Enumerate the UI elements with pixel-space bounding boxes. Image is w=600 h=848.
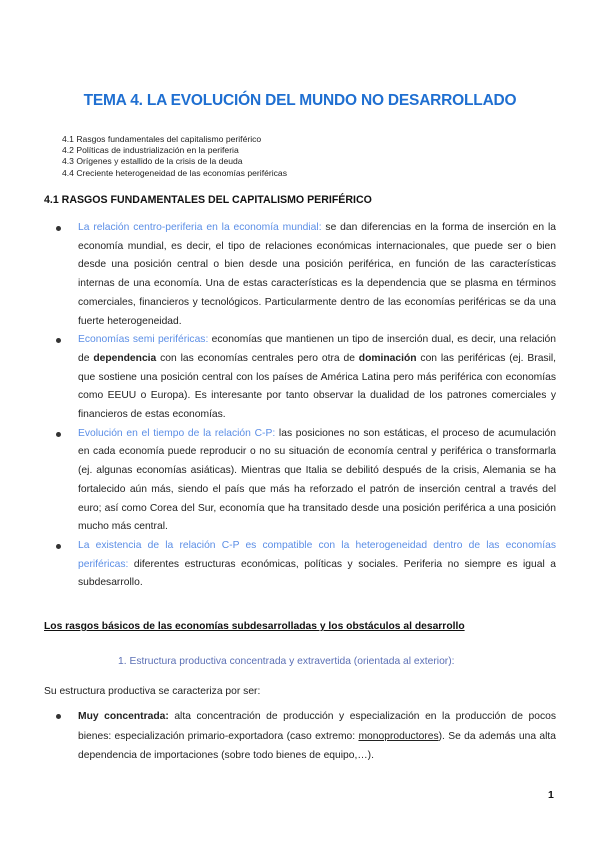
- list-item: [62, 425, 556, 537]
- page-title: TEMA 4. LA EVOLUCIÓN DEL MUNDO NO DESARROLLADO: [83, 92, 517, 109]
- bullet-lead: Economías semi periféricas:: [78, 334, 209, 346]
- toc-item: 4.4 Creciente heterogeneidad de las economías periféricas: [62, 167, 288, 178]
- toc-item: 4.1 Rasgos fundamentales del capitalismo periférico: [62, 134, 262, 144]
- paragraph: Su estructura productiva se caracteriza por ser:: [44, 686, 261, 697]
- subsection-heading: Los rasgos básicos de las economías subdesarrolladas y los obstáculos al desarrollo: [44, 621, 465, 632]
- bullet-list: [62, 707, 556, 766]
- bullet-lead: La relación centro-periferia en la economía mundial:: [78, 222, 322, 233]
- bullet-text: con las economías centrales pero otra de: [156, 352, 359, 364]
- list-item: [62, 219, 556, 331]
- bullet-lead: Muy concentrada:: [78, 711, 169, 722]
- section-heading: 4.1 RASGOS FUNDAMENTALES DEL CAPITALISMO PERIFÉRICO: [44, 194, 372, 206]
- bullet-lead: Evolución en el tiempo de la relación C-P:: [78, 427, 276, 439]
- list-item: [62, 331, 556, 425]
- bullet-list: [62, 219, 556, 593]
- numbered-item: 1. Estructura productiva concentrada y extravertida (orientada al exterior):: [118, 656, 455, 667]
- underlined-term: monoproductores: [358, 730, 439, 742]
- page-number: 1: [548, 789, 554, 801]
- bullet-text: diferentes estructuras económicas, políticas y sociales. Periferia no siempre es igual a subdesarrollo.: [78, 558, 556, 589]
- bullet-text: con las periféricas (ej. Brasil, que sostiene una posición central con los países de América Latina pero más periférica con economías como EEUU o Europa). Es interesante por tanto observar la dualidad de los patrones comerciales y financieros de estas economías.: [78, 352, 557, 421]
- bold-term: dependencia: [93, 352, 157, 364]
- bullet-text: ). Se da además una alta dependencia de importaciones (sobre todo bienes de equipo,…).: [78, 730, 556, 761]
- toc-item: 4.3 Orígenes y estallido de la crisis de la deuda: [62, 156, 243, 167]
- bullet-lead: La existencia de la relación C-P es compatible con la heterogeneidad dentro de las economías periféricas:: [78, 539, 556, 570]
- bold-term: dominación: [358, 352, 417, 364]
- table-of-contents: [62, 134, 287, 179]
- bullet-text: alta concentración de producción y especialización en la producción de pocos bienes: especialización primario-exportadora (caso extremo:: [78, 711, 556, 742]
- list-item: [62, 537, 556, 593]
- bullet-text: las posiciones no son estáticas, el proceso de acumulación en cada economía puede reproducir o no su situación de economía central y periférica o transformarla (ej. algunas economías asiáticas). Mientras que Italia se debilitó después de la crisis, Alemania se ha fortalecido aún más, siendo el país que más ha reforzado el patrón de inserción central a través del euro; así como Corea del Sur, economía que ha transitado desde una posición periférica a una posición mucho más central.: [78, 427, 556, 533]
- toc-item: 4.2 Políticas de industrialización en la periferia: [62, 145, 239, 156]
- bullet-text: economías que mantienen un tipo de inserción dual, es decir, una relación de: [78, 334, 556, 364]
- list-item: [62, 707, 556, 766]
- bullet-text: se dan diferencias en la forma de inserción en la economía mundial, es decir, el tipo de relaciones económicas internacionales, que puede ser o bien desde una posición central o bien desde una posición periférica, en función de las características internas de una economía. Una de estas características es la dependencia que se plasma en términos comerciales, financieros y tecnológicos. Particularmente dentro de las economías periféricas se da una fuerte heterogeneidad.: [78, 222, 556, 327]
